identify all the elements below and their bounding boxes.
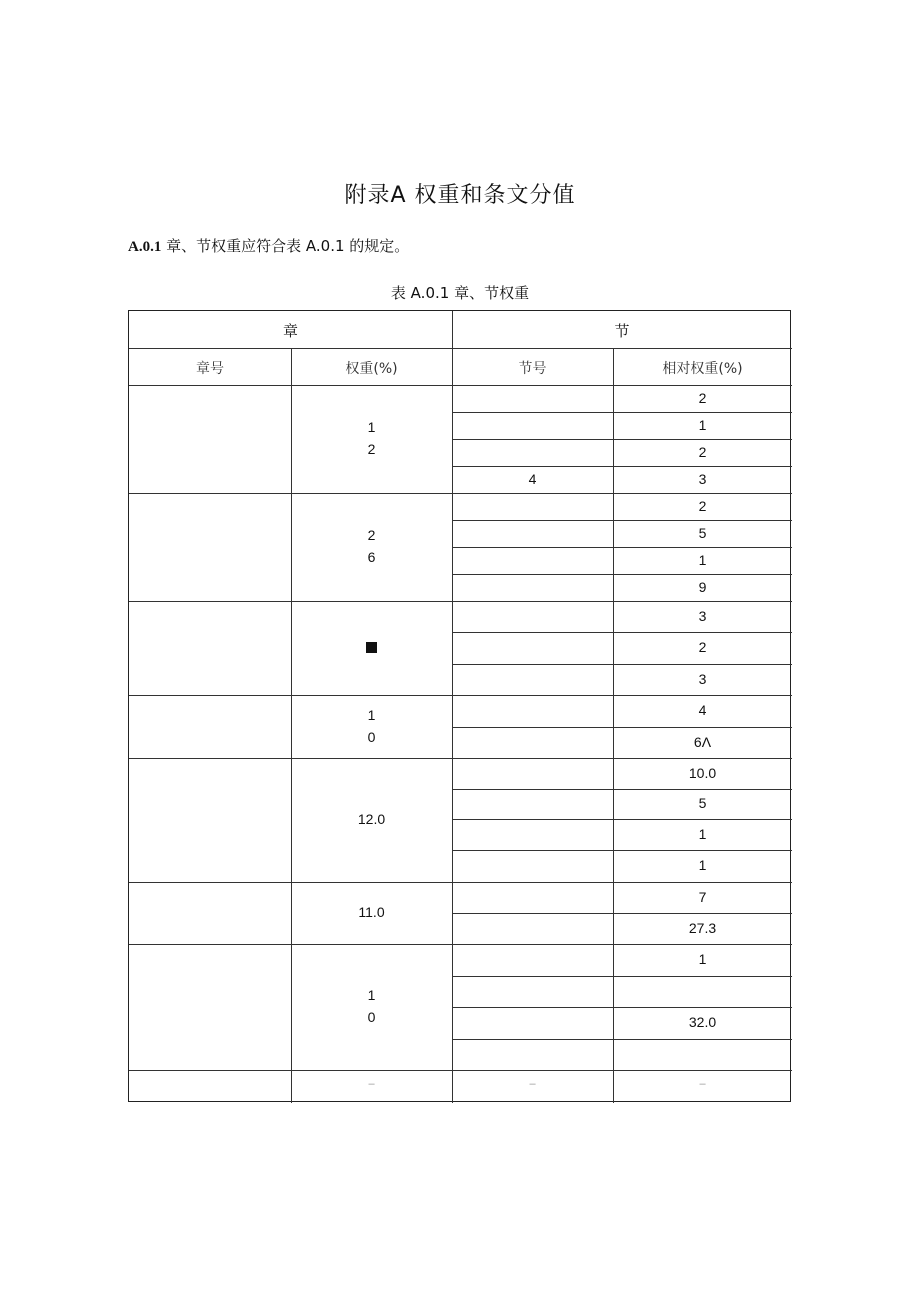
header-divider bbox=[129, 385, 792, 386]
section-row-divider bbox=[452, 466, 792, 467]
section-row-divider bbox=[452, 913, 792, 914]
group-divider bbox=[129, 695, 792, 696]
section-row-divider bbox=[452, 664, 792, 665]
column-divider bbox=[452, 348, 453, 1103]
group-divider bbox=[129, 758, 792, 759]
section-relative-weight: 1 bbox=[698, 417, 707, 433]
header-section: 节 bbox=[614, 322, 630, 340]
section-row-divider bbox=[452, 520, 792, 521]
section-relative-weight: 9 bbox=[698, 579, 707, 595]
column-chapter-number: 章号 bbox=[196, 361, 224, 377]
section-row-divider bbox=[452, 789, 792, 790]
column-divider bbox=[613, 348, 614, 1103]
section-relative-weight: 3 bbox=[698, 471, 707, 487]
group-divider bbox=[129, 1070, 792, 1071]
section-row-divider bbox=[452, 819, 792, 820]
weight-table bbox=[128, 310, 791, 1102]
chapter-weight: 0 bbox=[367, 1009, 376, 1025]
chapter-weight: 0 bbox=[367, 728, 376, 745]
header-column-divider bbox=[452, 311, 453, 348]
section-relative-weight: 5 bbox=[698, 795, 707, 811]
section-relative-weight: 2 bbox=[698, 444, 707, 460]
section-relative-weight: 1 bbox=[698, 552, 707, 568]
chapter-weight: 11.0 bbox=[358, 904, 385, 920]
section-relative-weight: 32.0 bbox=[688, 1014, 717, 1030]
chapter-weight-mark bbox=[291, 640, 452, 656]
section-relative-weight: 3 bbox=[698, 608, 707, 624]
section-row-divider bbox=[452, 439, 792, 440]
section-relative-weight: 10.0 bbox=[688, 765, 717, 781]
group-divider bbox=[129, 944, 792, 945]
section-row-divider bbox=[452, 1039, 792, 1040]
section-row-divider bbox=[452, 1007, 792, 1008]
header-divider bbox=[129, 348, 792, 349]
section-relative-weight: 2 bbox=[698, 498, 707, 514]
group-divider bbox=[129, 882, 792, 883]
group-divider bbox=[129, 493, 792, 494]
section-relative-weight: 2 bbox=[698, 639, 707, 655]
column-divider bbox=[291, 348, 292, 1103]
section-row-divider bbox=[452, 412, 792, 413]
filled-square-icon bbox=[366, 642, 377, 653]
column-weight: 权重(%) bbox=[345, 361, 398, 377]
chapter-weight: 12.0 bbox=[357, 811, 386, 827]
section-relative-weight: 6Λ bbox=[693, 734, 712, 750]
total-weight: – bbox=[368, 1078, 375, 1090]
total-section-number: – bbox=[529, 1078, 536, 1090]
section-row-divider bbox=[452, 976, 792, 977]
clause-paragraph bbox=[128, 235, 409, 256]
chapter-weight: 1 bbox=[367, 987, 376, 1003]
chapter-weight: 1 bbox=[367, 419, 376, 435]
section-relative-weight: 27.3 bbox=[688, 920, 717, 936]
header-chapter: 章 bbox=[282, 322, 298, 340]
section-relative-weight: 5 bbox=[698, 525, 707, 541]
clause-number: A.0.1 bbox=[128, 239, 162, 255]
section-relative-weight: 3 bbox=[698, 671, 707, 687]
section-row-divider bbox=[452, 727, 792, 728]
chapter-weight: 6 bbox=[367, 549, 376, 565]
section-row-divider bbox=[452, 850, 792, 851]
section-relative-weight: 1 bbox=[698, 857, 707, 873]
section-relative-weight: 7 bbox=[698, 889, 707, 905]
section-row-divider bbox=[452, 574, 792, 575]
clause-text: 章、节权重应符合表 A.0.1 的规定。 bbox=[161, 237, 410, 255]
chapter-weight: 1 bbox=[367, 706, 376, 723]
column-section-number: 节号 bbox=[518, 361, 547, 377]
section-relative-weight: 2 bbox=[698, 390, 707, 406]
section-row-divider bbox=[452, 632, 792, 633]
section-row-divider bbox=[452, 547, 792, 548]
section-number: 4 bbox=[528, 471, 537, 487]
section-relative-weight: 4 bbox=[698, 702, 707, 718]
chapter-weight: 2 bbox=[367, 527, 376, 543]
table-caption: 表 A.0.1 章、节权重 bbox=[390, 284, 530, 302]
section-relative-weight: 1 bbox=[698, 951, 707, 967]
section-relative-weight: 1 bbox=[698, 826, 707, 842]
group-divider bbox=[129, 601, 792, 602]
page-title: 附录A 权重和条文分值 bbox=[344, 183, 576, 208]
total-relative-weight: – bbox=[699, 1078, 706, 1090]
chapter-weight: 2 bbox=[367, 441, 376, 457]
column-relative-weight: 相对权重(%) bbox=[662, 361, 743, 377]
